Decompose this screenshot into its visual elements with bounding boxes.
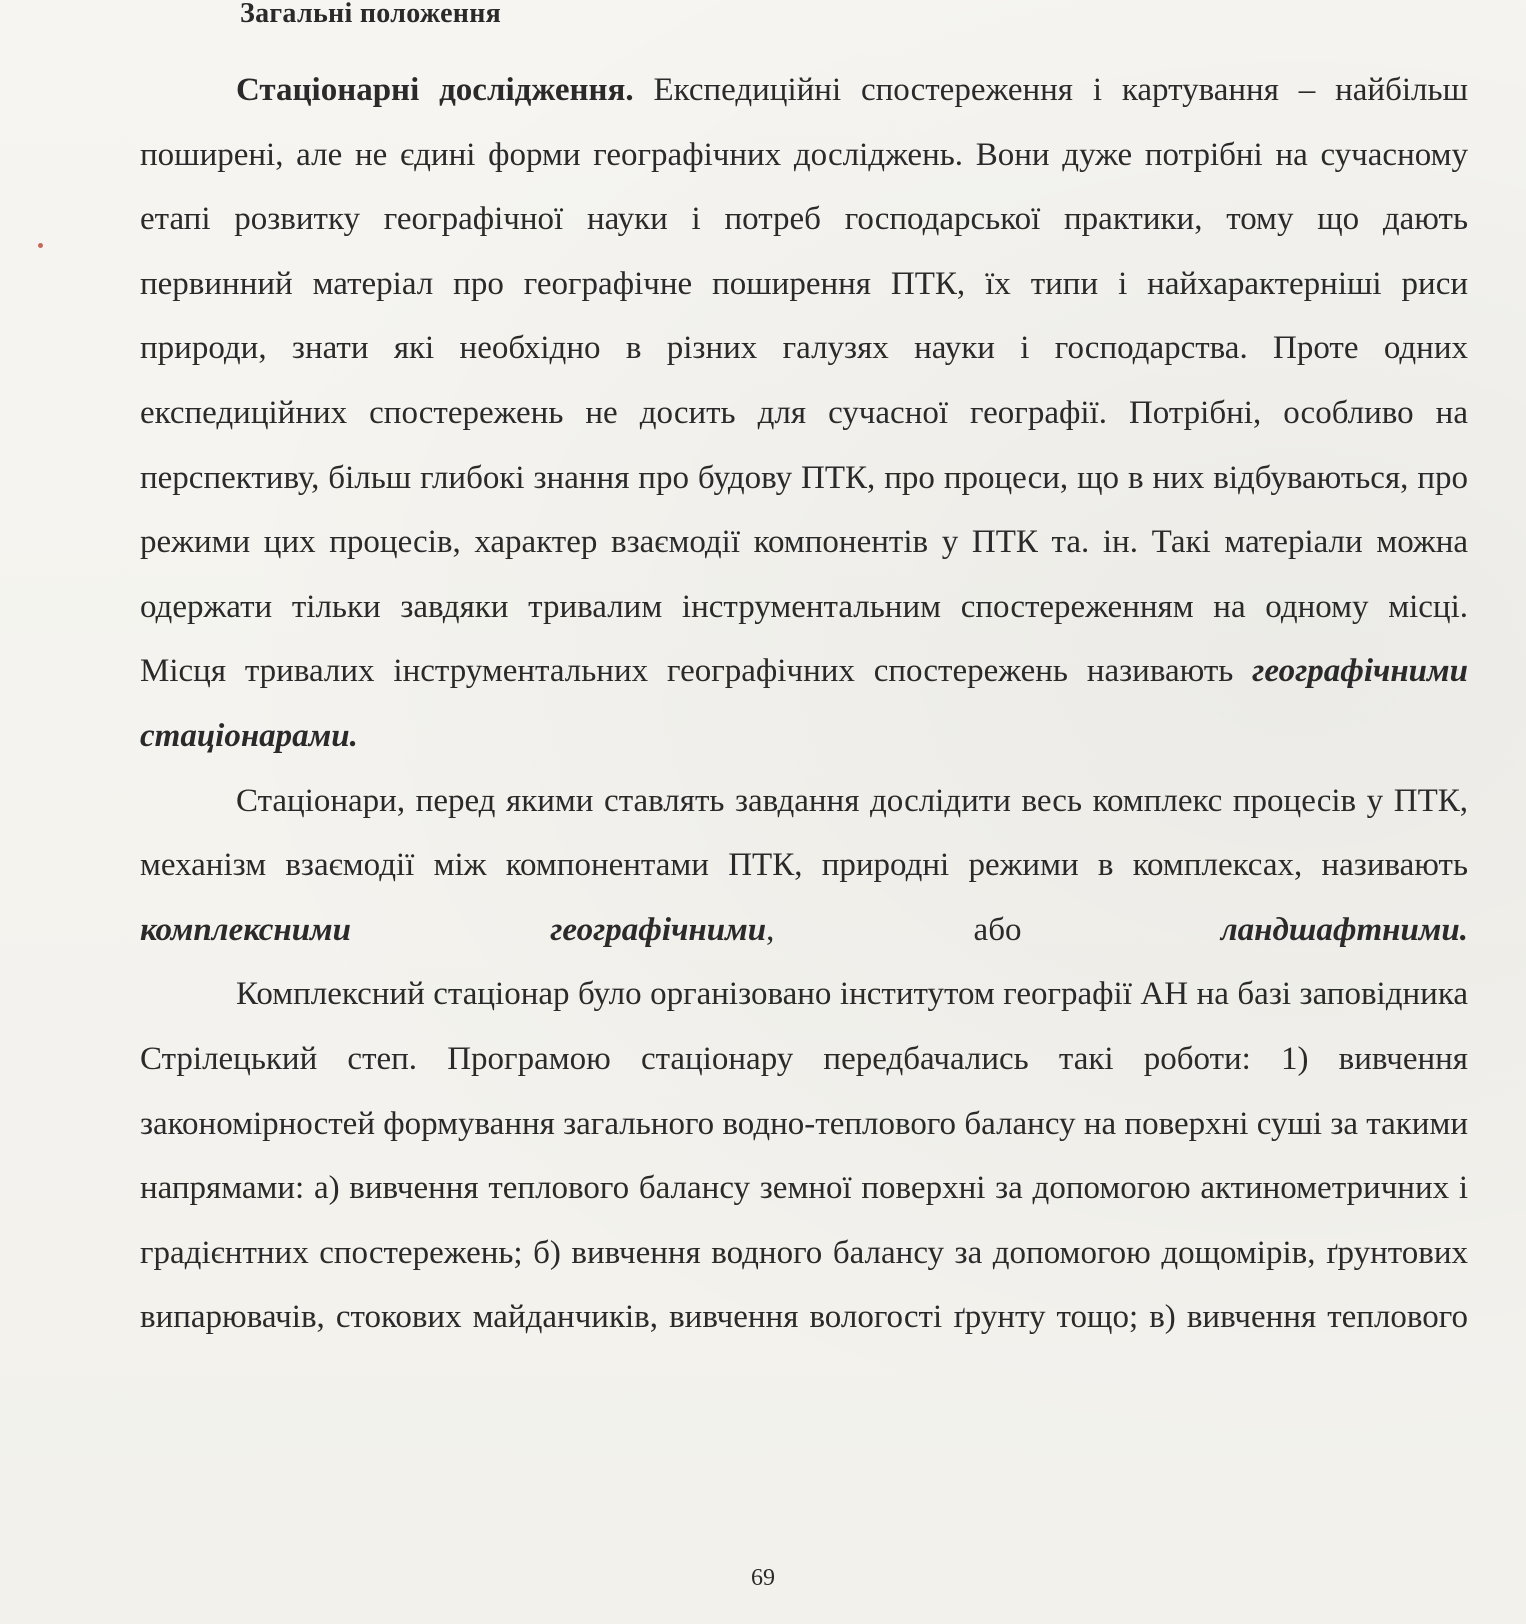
section-heading: Загальні положення: [240, 0, 502, 29]
body-text: [140, 58, 1468, 1350]
paragraph-text: Експедиційні спостереження і картування – найбільш поширені, але не єдині форми географічних досліджень. Вони дуже потрібні на сучасному етапі розвитку географічної науки і потреб господарської практики, тому що дають первинний матеріал про географічне поширення ПТК, їх типи і найхарактерніші риси природи, знати які необхідно в різних галузях науки і господарства. Проте одних експедиційних спостережень не досить для сучасної географії. Потрібні, особливо на перспективу, більш глибокі знання про будову ПТК, про процеси, що в них відбуваються, про режими цих процесів, характер взаємодії компонентів у ПТК та. ін. Такі матеріали можна одержати тільки завдяки тривалим інструментальним спостереженням на одному місці. Місця тривалих інструментальних географічних спостережень називають: [140, 72, 1468, 690]
paragraph-text: , або: [766, 911, 1221, 948]
paragraph-complex-stations: [140, 769, 1468, 963]
page-number: 69: [751, 1565, 775, 1591]
term-geographic-stations: географічними стаціонарами.: [140, 653, 1468, 754]
term-complex-geographic: комплексними географічними: [140, 911, 767, 948]
paragraph-lead: Стаціонарні дослідження.: [236, 72, 634, 108]
paragraph-text: Стаціонари, перед якими ставлять завдання дослідити весь комплекс процесів у ПТК, механізм взаємодії між компонентами ПТК, природні режими в комплексах, називають: [140, 782, 1468, 884]
paragraph-stationary-research: [140, 58, 1468, 769]
paragraph-text: Комплексний стаціонар було організовано інститутом географії АН на базі заповідника Стрілецький степ. Програмою стаціонару передбачались такі роботи: 1) вивчення закономірностей формування загального водно-теплового балансу на поверхні суші за такими напрямами: а) вивчення теплового балансу земної поверхні за допомогою актинометричних і градієнтних спостережень; б) вивчення водного балансу за допомогою дощомірів, ґрунтових випарювачів, стокових майданчиків, вивчення вологості ґрунту тощо; в) вивчення теплового: [140, 976, 1468, 1336]
ink-speck: [38, 243, 43, 248]
term-landscape: ландшафтними.: [1220, 911, 1469, 948]
paragraph-streletsky-steppe: [140, 962, 1468, 1350]
